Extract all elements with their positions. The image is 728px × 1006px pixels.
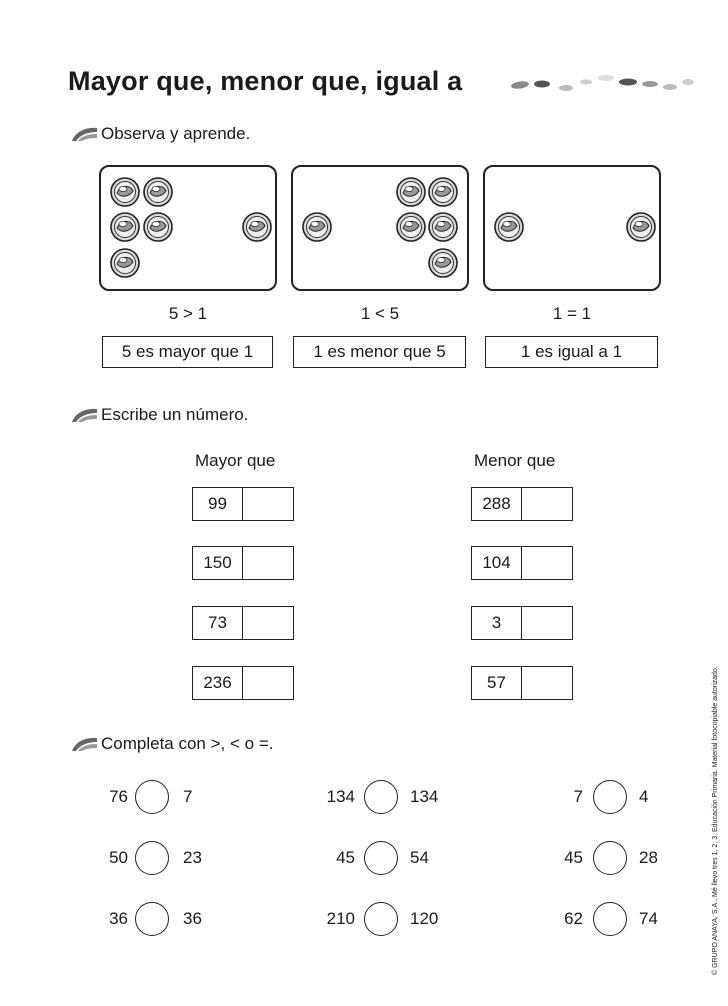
number-pair bbox=[471, 487, 573, 521]
compare-right-number: 120 bbox=[410, 909, 439, 928]
compare-right-number: 74 bbox=[639, 909, 658, 928]
number-pair bbox=[471, 666, 573, 700]
section-swoosh-icon bbox=[70, 406, 98, 424]
given-number: 104 bbox=[471, 546, 522, 580]
coin-icon bbox=[243, 213, 271, 241]
comparison-text: 5 > 1 bbox=[168, 304, 208, 323]
answer-circle[interactable] bbox=[364, 841, 398, 875]
number-pair bbox=[192, 606, 294, 640]
number-pair bbox=[192, 487, 294, 521]
coin-icon bbox=[144, 213, 172, 241]
compare-left-number: 36 bbox=[109, 909, 128, 928]
page-title: Mayor que, menor que, igual a bbox=[68, 66, 463, 96]
answer-box[interactable] bbox=[243, 546, 294, 580]
example-card-2 bbox=[291, 165, 469, 291]
answer-circle[interactable] bbox=[364, 780, 398, 814]
answer-box[interactable] bbox=[243, 606, 294, 640]
number-pair bbox=[471, 606, 573, 640]
compare-left-number: 62 bbox=[564, 909, 583, 928]
answer-box[interactable] bbox=[522, 487, 573, 521]
section-title-write: Escribe un número. bbox=[101, 405, 249, 424]
compare-left-number: 7 bbox=[573, 787, 583, 806]
column-header-greater: Mayor que bbox=[195, 451, 276, 470]
coin-icon bbox=[495, 213, 523, 241]
given-number: 236 bbox=[192, 666, 243, 700]
example-card-1 bbox=[99, 165, 277, 291]
comparison-text: 1 < 5 bbox=[360, 304, 400, 323]
coin-icon bbox=[429, 249, 457, 277]
coin-icon bbox=[111, 178, 139, 206]
copyright-note: © GRUPO ANAYA, S.A., Mé llevo tres 1, 2, 3. Educación Primaria. Material fotocopiable autorizado. bbox=[712, 666, 719, 975]
caption-box: 1 es menor que 5 bbox=[293, 336, 466, 368]
given-number: 73 bbox=[192, 606, 243, 640]
answer-circle[interactable] bbox=[593, 780, 627, 814]
coin-icon bbox=[627, 213, 655, 241]
compare-left-number: 76 bbox=[109, 787, 128, 806]
compare-right-number: 23 bbox=[183, 848, 202, 867]
coin-group bbox=[293, 167, 466, 288]
compare-left-number: 45 bbox=[564, 848, 583, 867]
caption-box: 5 es mayor que 1 bbox=[102, 336, 273, 368]
answer-box[interactable] bbox=[243, 487, 294, 521]
given-number: 3 bbox=[471, 606, 522, 640]
given-number: 57 bbox=[471, 666, 522, 700]
section-swoosh-icon bbox=[70, 125, 98, 143]
example-card-3 bbox=[483, 165, 661, 291]
compare-left-number: 45 bbox=[336, 848, 355, 867]
column-header-less: Menor que bbox=[474, 451, 556, 470]
answer-circle[interactable] bbox=[135, 902, 169, 936]
section-swoosh-icon bbox=[70, 735, 98, 753]
compare-right-number: 7 bbox=[183, 787, 193, 806]
coin-icon bbox=[303, 213, 331, 241]
compare-right-number: 134 bbox=[410, 787, 439, 806]
number-pair bbox=[471, 546, 573, 580]
coin-icon bbox=[429, 178, 457, 206]
compare-left-number: 210 bbox=[326, 909, 355, 928]
caption-box: 1 es igual a 1 bbox=[485, 336, 658, 368]
given-number: 99 bbox=[192, 487, 243, 521]
answer-circle[interactable] bbox=[593, 841, 627, 875]
compare-right-number: 28 bbox=[639, 848, 658, 867]
number-pair bbox=[192, 666, 294, 700]
given-number: 150 bbox=[192, 546, 243, 580]
answer-box[interactable] bbox=[522, 606, 573, 640]
compare-right-number: 36 bbox=[183, 909, 202, 928]
coin-icon bbox=[111, 213, 139, 241]
coin-icon bbox=[429, 213, 457, 241]
answer-circle[interactable] bbox=[593, 902, 627, 936]
coin-icon bbox=[111, 249, 139, 277]
answer-box[interactable] bbox=[243, 666, 294, 700]
compare-left-number: 134 bbox=[326, 787, 355, 806]
coin-group bbox=[485, 167, 658, 288]
answer-circle[interactable] bbox=[135, 841, 169, 875]
compare-right-number: 4 bbox=[639, 787, 649, 806]
decorative-dashes bbox=[508, 68, 698, 96]
section-title-complete: Completa con >, < o =. bbox=[101, 734, 274, 753]
number-pair bbox=[192, 546, 294, 580]
coin-icon bbox=[397, 178, 425, 206]
coin-icon bbox=[397, 213, 425, 241]
answer-box[interactable] bbox=[522, 546, 573, 580]
compare-left-number: 50 bbox=[109, 848, 128, 867]
compare-right-number: 54 bbox=[410, 848, 429, 867]
answer-box[interactable] bbox=[522, 666, 573, 700]
answer-circle[interactable] bbox=[364, 902, 398, 936]
coin-icon bbox=[144, 178, 172, 206]
section-title-observe: Observa y aprende. bbox=[101, 124, 251, 143]
given-number: 288 bbox=[471, 487, 522, 521]
answer-circle[interactable] bbox=[135, 780, 169, 814]
coin-group bbox=[101, 167, 274, 288]
comparison-text: 1 = 1 bbox=[552, 304, 592, 323]
